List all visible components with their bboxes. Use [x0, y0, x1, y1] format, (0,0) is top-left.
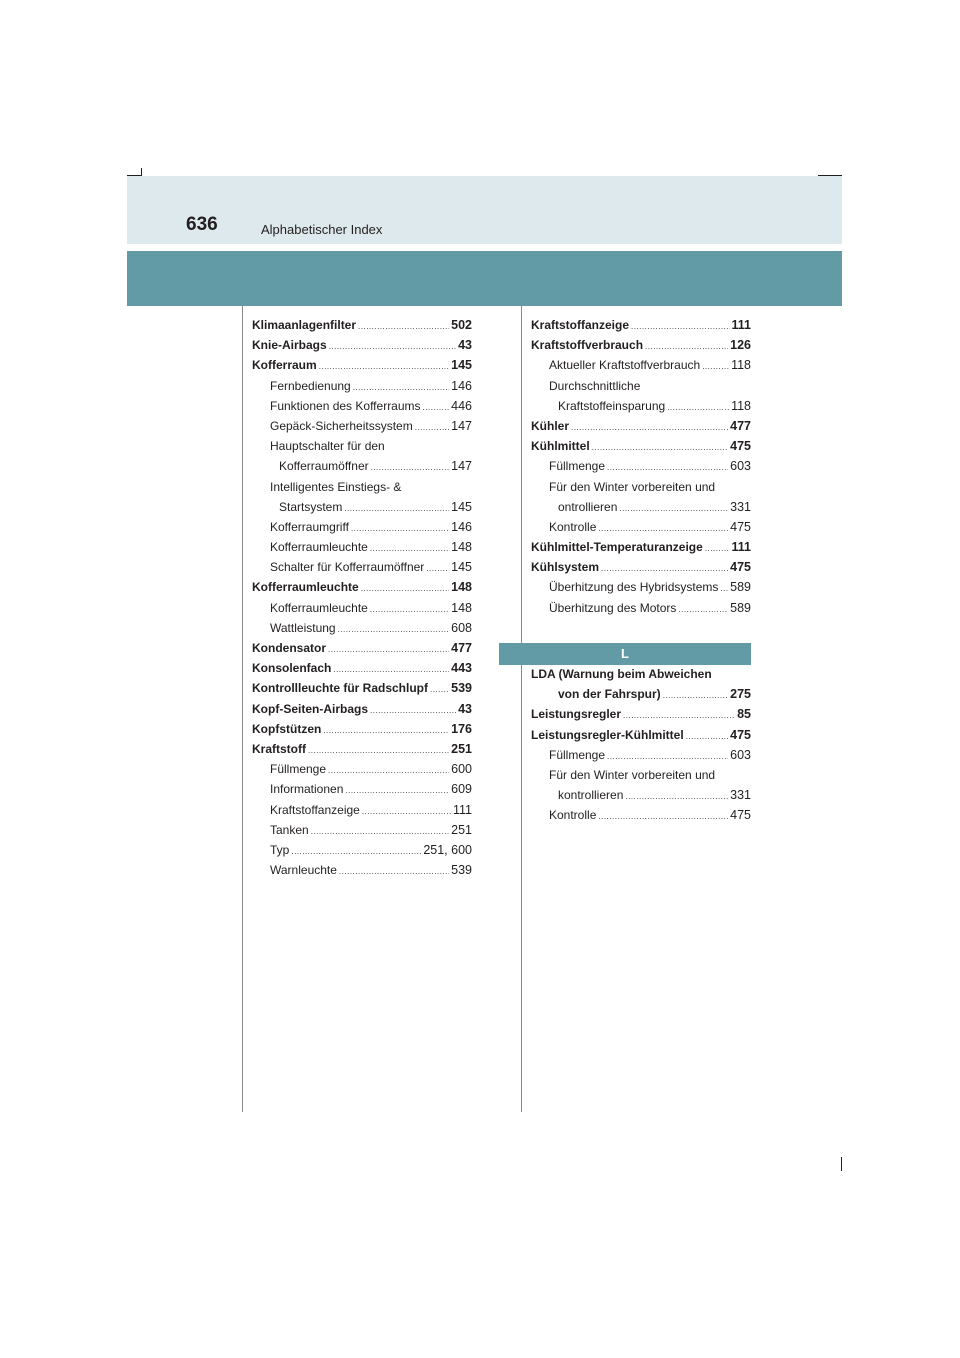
index-entry-page: 251, 600 — [423, 842, 472, 857]
dot-leader — [667, 403, 729, 412]
index-entry-page: 145 — [451, 358, 472, 373]
index-entry-page: 147 — [451, 418, 472, 433]
index-entry — [252, 803, 472, 823]
index-entry — [531, 808, 751, 828]
index-entry — [531, 419, 751, 439]
index-entry-page: 111 — [452, 802, 472, 817]
index-entry-page: 147 — [451, 459, 472, 474]
index-entry — [252, 338, 472, 358]
index-entry-page: 539 — [451, 681, 472, 696]
index-entry-term: Kondensator — [252, 641, 327, 655]
index-entry-term: Wattleistung — [270, 620, 336, 635]
dot-leader — [423, 403, 450, 412]
page-title: Alphabetischer Index — [261, 222, 383, 237]
index-entry-term: Kofferraumgriff — [270, 519, 349, 534]
index-entry — [252, 358, 472, 378]
index-entry-page: 145 — [451, 499, 472, 514]
index-entry-term: Tanken — [270, 822, 309, 837]
index-entry-term: Kofferraum — [252, 358, 317, 373]
index-entry — [531, 728, 751, 748]
index-entry-term: Knie-Airbags — [252, 338, 327, 353]
dot-leader — [328, 766, 449, 775]
index-entry — [252, 762, 472, 782]
dot-leader — [353, 383, 449, 392]
index-entry — [531, 748, 751, 768]
dot-leader — [631, 322, 730, 331]
index-entry-term: Kofferraumleuchte — [270, 540, 368, 555]
dot-leader — [362, 807, 451, 816]
index-entry — [252, 702, 472, 722]
index-entry-term: Kühlsystem — [531, 560, 600, 575]
index-entry-page: 43 — [458, 338, 472, 353]
section-letter-header: L — [499, 643, 751, 665]
index-entry-page: 331 — [730, 499, 751, 514]
index-entry — [252, 681, 472, 701]
dot-leader — [351, 524, 449, 533]
index-entry — [531, 500, 751, 520]
index-entry — [252, 480, 472, 500]
index-entry-term: Kühlmittel — [531, 439, 590, 454]
dot-leader — [370, 544, 449, 553]
index-entry-term: Konsolenfach — [252, 661, 332, 676]
dot-leader — [601, 564, 728, 573]
index-entry-page: 275 — [730, 687, 751, 702]
dot-leader — [598, 524, 728, 533]
index-entry-term: Gepäck-Sicherheitssystem — [270, 418, 413, 433]
index-entry — [252, 742, 472, 762]
index-entry-page: 600 — [451, 762, 472, 777]
dot-leader — [333, 665, 449, 674]
dot-leader — [426, 564, 449, 573]
crop-mark-top-left-v — [141, 168, 142, 176]
dot-leader — [430, 685, 449, 694]
index-entry — [531, 667, 751, 687]
index-entry-page: 443 — [451, 661, 472, 676]
index-entry — [531, 459, 751, 479]
index-entry — [531, 788, 751, 808]
index-entry-page: 475 — [730, 808, 751, 823]
index-entry-page: 251 — [451, 741, 472, 756]
dot-leader — [371, 463, 450, 472]
index-entry — [531, 540, 751, 560]
index-entry-term: Für den Winter vorbereiten und — [549, 767, 716, 782]
index-entry-term: Füllmenge — [549, 747, 606, 762]
index-entry-term: Kraftstoffeinsparung — [558, 398, 666, 413]
index-entry — [252, 439, 472, 459]
index-entry — [531, 439, 751, 459]
index-entry-page: 608 — [451, 620, 472, 635]
index-entry-term: Warnleuchte — [270, 863, 337, 878]
left-column-rule — [242, 306, 243, 1112]
index-entry — [531, 687, 751, 707]
index-entry — [531, 560, 751, 580]
dot-leader — [329, 342, 456, 351]
index-entry — [252, 560, 472, 580]
index-entry-term: von der Fahrspur) — [558, 687, 661, 702]
dot-leader — [720, 584, 728, 593]
center-column-rule — [521, 306, 522, 1112]
index-entry-page: 251 — [451, 822, 472, 837]
index-entry — [252, 621, 472, 641]
dot-leader — [345, 786, 449, 795]
section-banner — [127, 251, 842, 306]
index-entry-term: LDA (Warnung beim Abweichen — [531, 667, 712, 681]
index-entry-term: Für den Winter vorbereiten und — [549, 479, 716, 494]
index-entry-term: Kraftstoffanzeige — [531, 318, 630, 332]
header-band — [127, 176, 842, 244]
index-entry — [252, 580, 472, 600]
index-entry-page: 475 — [730, 727, 751, 742]
index-entry — [531, 601, 751, 621]
dot-leader — [323, 726, 449, 735]
index-entry — [252, 399, 472, 419]
index-entry-page: 477 — [730, 418, 751, 433]
index-column-left — [252, 318, 472, 883]
dot-leader — [339, 867, 449, 876]
index-entry-term: Kopf-Seiten-Airbags — [252, 701, 369, 716]
index-entry-term: Hauptschalter für den — [270, 439, 385, 454]
dot-leader — [607, 752, 728, 761]
index-entry-term: Kofferraumleuchte — [270, 600, 368, 615]
index-entry-term: Startsystem — [279, 499, 343, 514]
index-entry — [531, 480, 751, 500]
index-entry-term: Intelligentes Einstiegs- & — [270, 479, 402, 494]
index-entry-term: Füllmenge — [270, 762, 327, 777]
index-entry-page: 111 — [731, 318, 751, 332]
index-entry — [531, 580, 751, 600]
dot-leader — [344, 504, 449, 513]
dot-leader — [592, 443, 728, 452]
dot-leader — [361, 584, 449, 593]
index-entry-page: 118 — [731, 398, 751, 413]
index-entry-term: Klimaanlagenfilter — [252, 318, 357, 332]
index-entry-term: kontrollieren — [558, 788, 624, 803]
index-entry-term: Kontrollleuchte für Radschlupf — [252, 681, 429, 696]
index-entry-term: Informationen — [270, 782, 344, 797]
dot-leader — [678, 605, 728, 614]
index-entry-page: 475 — [730, 560, 751, 575]
index-entry-term: Kofferraumleuchte — [252, 580, 359, 595]
index-entry-term: ontrollieren — [558, 499, 618, 514]
dot-leader — [308, 746, 449, 755]
index-entry-page: 603 — [730, 747, 751, 762]
dot-leader — [705, 544, 730, 553]
dot-leader — [291, 847, 421, 856]
index-entry-page: 609 — [451, 782, 472, 797]
dot-leader — [625, 792, 728, 801]
dot-leader — [338, 625, 450, 634]
index-entry — [531, 399, 751, 419]
index-entry-page: 176 — [451, 721, 472, 736]
page-number: 636 — [186, 214, 218, 235]
index-entry — [252, 843, 472, 863]
index-entry-term: Typ — [270, 842, 290, 857]
index-entry — [252, 722, 472, 742]
dot-leader — [571, 423, 728, 432]
index-entry-term: Leistungsregler-Kühlmittel — [531, 727, 684, 742]
index-entry — [252, 863, 472, 883]
index-entry-term: Kühlmittel-Temperaturanzeige — [531, 540, 703, 555]
index-entry — [531, 379, 751, 399]
index-entry-page: 145 — [451, 560, 472, 575]
index-entry-page: 603 — [730, 459, 751, 474]
index-entry-page: 148 — [451, 540, 472, 555]
index-entry-term: Kontrolle — [549, 519, 597, 534]
index-entry-term: Überhitzung des Hybridsystems — [549, 580, 719, 595]
index-entry-term: Kraftstoffanzeige — [270, 802, 360, 817]
index-entry-term: Kraftstoffverbrauch — [531, 338, 644, 353]
index-entry-page: 475 — [730, 439, 751, 454]
dot-leader — [702, 362, 729, 371]
index-entry-term: Kontrolle — [549, 808, 597, 823]
index-entry-term: Durchschnittliche — [549, 378, 641, 393]
index-entry-term: Überhitzung des Motors — [549, 600, 677, 615]
index-entry — [252, 540, 472, 560]
index-entry — [252, 419, 472, 439]
index-entry — [531, 358, 751, 378]
index-entry — [531, 707, 751, 727]
index-entry — [252, 823, 472, 843]
dot-leader — [328, 645, 449, 654]
index-entry-term: Fernbedienung — [270, 378, 351, 393]
index-entry-page: 331 — [730, 788, 751, 803]
index-entry-page: 111 — [731, 540, 751, 555]
index-entry — [252, 601, 472, 621]
index-entry-page: 477 — [451, 641, 472, 655]
index-entry-page: 118 — [731, 358, 751, 373]
index-entry-term: Kraftstoff — [252, 741, 306, 756]
dot-leader — [619, 504, 728, 513]
dot-leader — [319, 362, 449, 371]
index-entry-term: Schalter für Kofferraumöffner — [270, 560, 425, 575]
index-entry-page: 148 — [451, 600, 472, 615]
index-entry — [252, 641, 472, 661]
index-entry — [252, 459, 472, 479]
index-entry-page: 475 — [730, 519, 751, 534]
index-entry-term: Funktionen des Kofferraums — [270, 398, 421, 413]
index-entry-page: 43 — [458, 701, 472, 716]
index-entry — [252, 520, 472, 540]
index-entry-term: Kühler — [531, 418, 570, 433]
index-entry-page: 502 — [451, 318, 472, 332]
index-entry-page: 589 — [730, 580, 751, 595]
dot-leader — [663, 691, 728, 700]
index-column-right-section-l — [531, 667, 751, 829]
index-entry-page: 446 — [451, 398, 472, 413]
index-entry — [252, 318, 472, 338]
index-entry-page: 85 — [737, 707, 751, 722]
index-entry — [531, 768, 751, 788]
index-entry-term: Leistungsregler — [531, 707, 622, 722]
index-entry-term: Kopfstützen — [252, 721, 322, 736]
index-entry-page: 146 — [451, 519, 472, 534]
index-entry-page: 126 — [730, 338, 751, 353]
index-entry-page: 148 — [451, 580, 472, 595]
dot-leader — [370, 706, 456, 715]
index-entry — [531, 520, 751, 540]
index-entry — [252, 379, 472, 399]
index-entry-page: 589 — [730, 600, 751, 615]
dot-leader — [598, 812, 728, 821]
dot-leader — [607, 463, 728, 472]
index-entry — [531, 318, 751, 338]
dot-leader — [358, 322, 449, 331]
index-entry — [252, 782, 472, 802]
dot-leader — [623, 711, 735, 720]
crop-mark-bottom-right-v — [841, 1157, 842, 1171]
index-entry-page: 146 — [451, 378, 472, 393]
index-entry — [531, 338, 751, 358]
index-entry-term: Füllmenge — [549, 459, 606, 474]
dot-leader — [645, 342, 728, 351]
index-entry-term: Aktueller Kraftstoffverbrauch — [549, 358, 701, 373]
dot-leader — [415, 423, 449, 432]
index-entry-page: 539 — [451, 863, 472, 878]
dot-leader — [370, 605, 449, 614]
dot-leader — [686, 732, 728, 741]
index-entry-term: Kofferraumöffner — [279, 459, 369, 474]
index-entry — [252, 500, 472, 520]
dot-leader — [311, 827, 449, 836]
index-entry — [252, 661, 472, 681]
index-column-right — [531, 318, 751, 621]
